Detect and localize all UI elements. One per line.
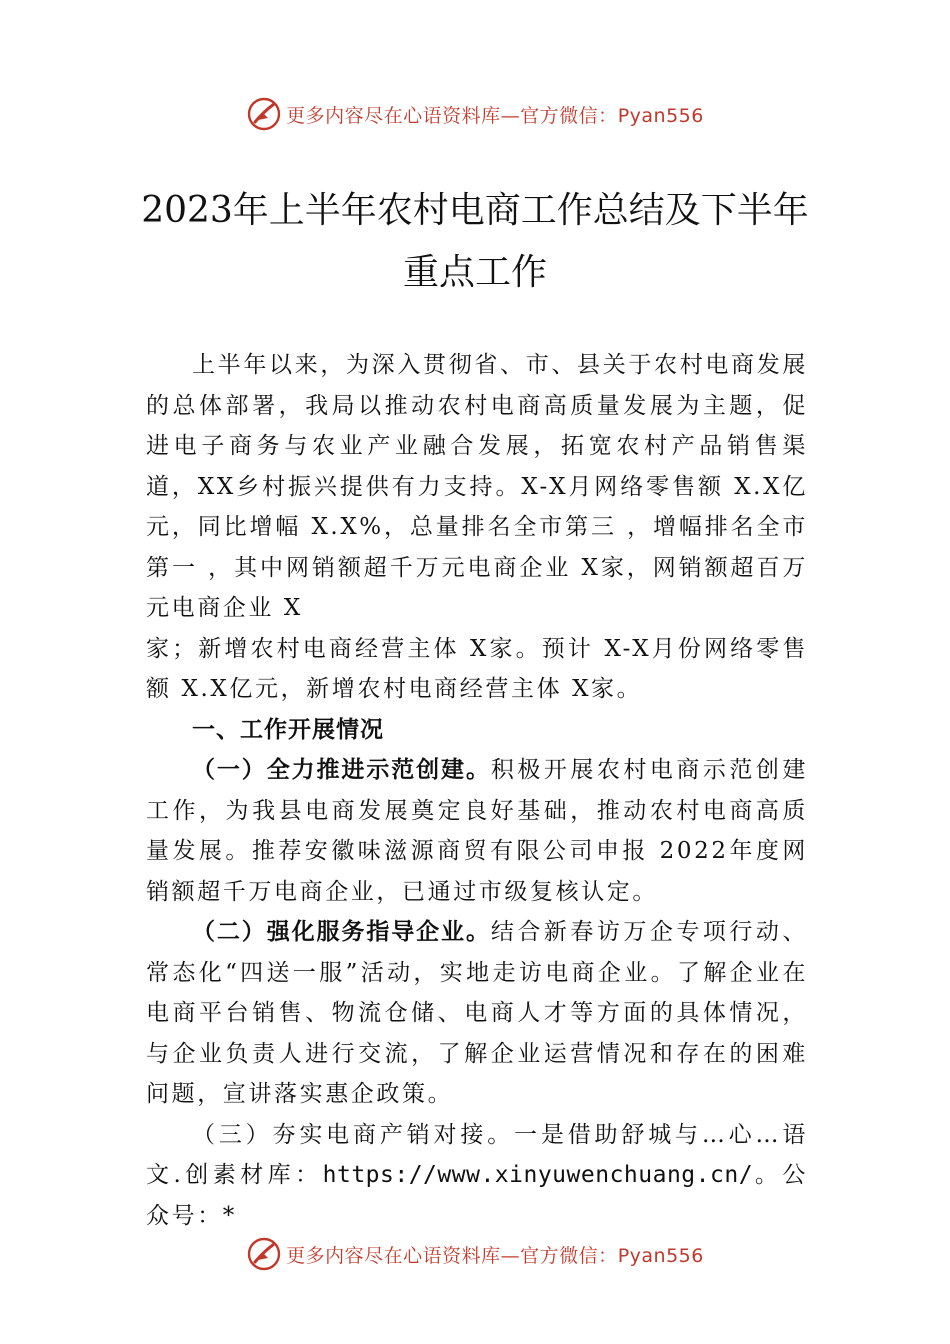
- brush-logo-icon: [246, 96, 282, 132]
- brush-logo-icon: [246, 1236, 282, 1272]
- item-2-paragraph: [146, 912, 808, 1115]
- item-1-body: 积极开展农村电商示范创建工作，为我县电商发展奠定良好基础，推动农村电商高质量发展。推荐安徽味滋源商贸有限公司申报 2022年度网销额超千万电商企业，已通过市级复核认定。: [146, 757, 809, 905]
- item-3-tail: 。公众号：*: [146, 1162, 808, 1229]
- item-3-url: https://www.xinyuwenchuang.cn/: [322, 1162, 754, 1188]
- intro-paragraph: 上半年以来，为深入贯彻省、市、县关于农村电商发展的总体部署，我局以推动农村电商高质量发展为主题，促进电子商务与农业产业融合发展，拓宽农村产品销售渠道，XX乡村振兴提供有力支持。X-X月网络零售额 X.X亿元，同比增幅 X.X%，总量排名全市第三 ，增幅排名全市第一 ，其中网销额超千万元电商企业 X家，网销额超百万元电商企业 X: [146, 352, 808, 621]
- title-line-1: 2023年上半年农村电商工作总结及下半年: [141, 190, 809, 231]
- item-3-body: 一是借助舒城与…心…语文.创素材库：: [146, 1121, 808, 1188]
- watermark-text: 更多内容尽在心语资料库—官方微信：Pyan556: [286, 1244, 704, 1267]
- section-heading: 一、工作开展情况: [192, 716, 384, 743]
- item-1-paragraph: [146, 750, 808, 912]
- item-3-title: （三）夯实电商产销对接。: [192, 1121, 515, 1148]
- title-line-2: 重点工作: [402, 252, 547, 293]
- document-title: [100, 180, 850, 304]
- document-body: [146, 345, 808, 1236]
- watermark-footer: [0, 1234, 950, 1274]
- item-2-body: 结合新春访万企专项行动、常态化“四送一服”活动，实地走访电商企业。了解企业在电商平台销售、物流仓储、电商人才等方面的具体情况，与企业负责人进行交流，了解企业运营情况和存在的困难问题，宣讲落实惠企政策。: [146, 919, 809, 1107]
- item-3-paragraph: [146, 1115, 808, 1237]
- intro-paragraph-continued: 家；新增农村电商经营主体 X家。预计 X-X月份网络零售额 X.X亿元，新增农村电商经营主体 X家。: [146, 635, 808, 702]
- item-1-title: （一）全力推进示范创建。: [192, 757, 491, 783]
- watermark-header: [0, 94, 950, 134]
- item-2-title: （二）强化服务指导企业。: [192, 919, 491, 945]
- watermark-text: 更多内容尽在心语资料库—官方微信：Pyan556: [286, 104, 704, 127]
